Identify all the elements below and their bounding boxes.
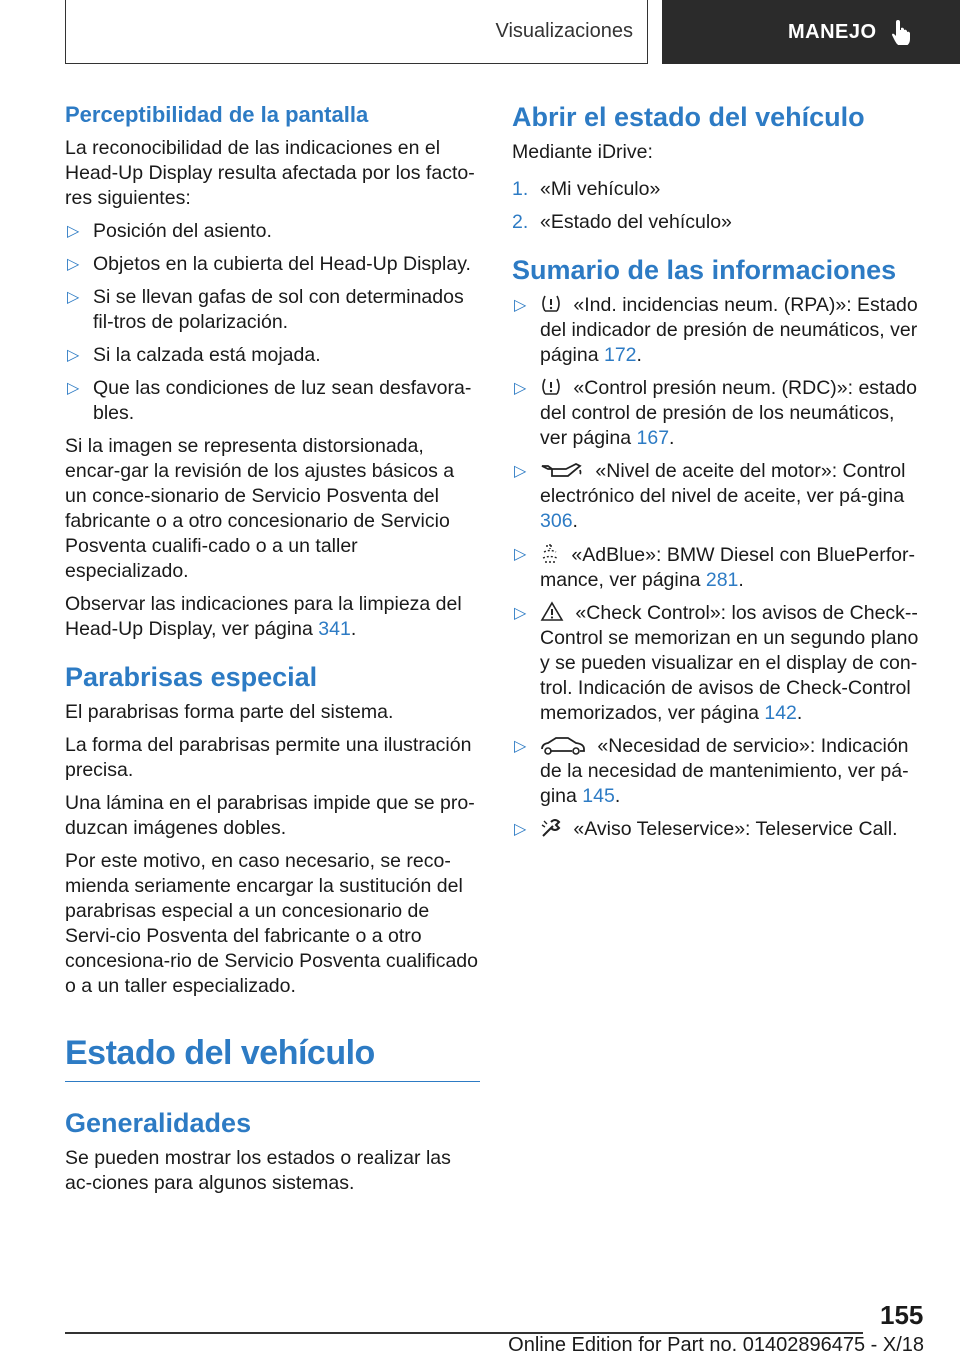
page-link[interactable]: 172 — [603, 344, 637, 366]
bullet-triangle-icon: ▷ — [514, 380, 527, 397]
heading-parabrisas: Parabrisas especial — [65, 662, 318, 692]
list-item: ▷ Si la calzada está mojada. — [67, 344, 321, 366]
list-item: ▷ Que las condiciones de luz sean desfavora-bles. — [67, 377, 472, 424]
chapter-title: MANEJO — [788, 20, 877, 43]
page-link[interactable]: 306 — [540, 510, 573, 532]
page-link[interactable]: 341 — [318, 618, 351, 640]
header-chapter-tab — [662, 0, 960, 64]
bullet-triangle-icon: ▷ — [514, 738, 527, 755]
bullet-triangle-icon: ▷ — [67, 223, 80, 240]
warning-triangle-icon — [540, 601, 564, 622]
wrench-icon — [540, 818, 562, 838]
heading-estado-wrap — [65, 1031, 480, 1082]
page-link[interactable]: 167 — [636, 427, 670, 449]
list-item: ▷ Posición del asiento. — [67, 220, 272, 242]
adblue-icon — [540, 542, 560, 564]
list-item: ▷ «AdBlue»: BMW Diesel con BluePerfor-mance, ver página 281. — [514, 544, 915, 591]
bullet-triangle-icon: ▷ — [67, 347, 80, 364]
bullet-triangle-icon: ▷ — [514, 546, 527, 563]
page-link[interactable]: 145 — [582, 785, 615, 807]
bullet-triangle-icon: ▷ — [67, 289, 80, 306]
bullet-triangle-icon: ▷ — [67, 380, 80, 397]
section-title: Visualizaciones — [495, 20, 633, 42]
paragraph: El parabrisas forma parte del sistema. — [65, 701, 394, 723]
paragraph-intro: La reconocibilidad de las indicaciones en el Head-Up Display resulta afectada por los facto-res siguientes: — [65, 137, 475, 209]
paragraph-idrive: Mediante iDrive: — [512, 141, 653, 163]
factor-list — [65, 219, 480, 426]
step-list — [512, 177, 924, 235]
info-list — [512, 293, 924, 842]
list-item: ▷ «Control presión neum. (RDC)»: estado del control de presión de los neumáticos, ver página 167. — [514, 377, 917, 449]
heading-sumario: Sumario de las informaciones — [512, 255, 897, 285]
heading-generalidades: Generalidades — [65, 1108, 252, 1138]
tire-pressure-warning-icon — [540, 294, 562, 314]
bullet-triangle-icon: ▷ — [514, 297, 527, 314]
paragraph: La forma del parabrisas permite una ilustración precisa. — [65, 734, 472, 781]
paragraph: Por este motivo, en caso necesario, se reco-mienda seriamente encargar la sustitución del parabrisas especial a un concesionario de Servi-cio Posventa del fabricante o a otro concesiona-rio de Servicio Posventa cualificado o a un taller especializado. — [65, 850, 478, 997]
oil-can-icon — [540, 460, 584, 480]
right-column — [512, 100, 924, 850]
paragraph: Una lámina en el parabrisas impide que se pro-duzcan imágenes dobles. — [65, 792, 475, 839]
list-item: ▷ «Aviso Teleservice»: Teleservice Call. — [514, 818, 898, 840]
heading-perceptibilidad: Perceptibilidad de la pantalla — [65, 102, 369, 127]
left-column — [65, 100, 480, 1204]
bullet-triangle-icon: ▷ — [67, 256, 80, 273]
heading-estado-vehiculo: Estado del vehículo — [65, 1034, 375, 1072]
header-section-tab — [65, 0, 648, 64]
paragraph-cleaning: Observar las indicaciones para la limpieza del Head-Up Display, ver página 341. — [65, 593, 462, 640]
list-item: ▷ «Necesidad de servicio»: Indicación de la necesidad de mantenimiento, ver pá-gina 145. — [514, 735, 909, 807]
bullet-triangle-icon: ▷ — [514, 605, 527, 622]
list-item: ▷ Si se llevan gafas de sol con determinados fil-tros de polarización. — [67, 286, 464, 333]
list-item: ▷ Objetos en la cubierta del Head-Up Display. — [67, 253, 471, 275]
paragraph: Se pueden mostrar los estados o realizar las ac-ciones para algunos sistemas. — [65, 1147, 451, 1194]
bullet-triangle-icon: ▷ — [514, 821, 527, 838]
list-item: ▷ «Ind. incidencias neum. (RPA)»: Estado del indicador de presión de neumáticos, ver página 172. — [514, 294, 918, 366]
page-link[interactable]: 281 — [705, 569, 739, 591]
page-number: 155 — [880, 1300, 924, 1330]
tire-pressure-warning-icon — [540, 377, 562, 397]
list-item: 2. «Estado del vehículo» — [512, 211, 732, 233]
footer-edition: Online Edition for Part no. 01402896475 - X/18 — [508, 1334, 924, 1356]
heading-abrir-estado: Abrir el estado del vehículo — [512, 102, 865, 132]
page-link[interactable]: 142 — [764, 702, 797, 724]
bullet-triangle-icon: ▷ — [514, 463, 527, 480]
list-item: ▷ «Nivel de aceite del motor»: Control electrónico del nivel de aceite, ver pá-gina 306. — [514, 460, 906, 532]
paragraph-distortion: Si la imagen se representa distorsionada, encar-gar la revisión de los ajustes básicos a un conce-sionario de Servicio Posventa del fabricante o a otro concesionario de Servicio Posventa cualifi-cado o a un taller especializado. — [65, 435, 455, 582]
list-item: 1. «Mi vehículo» — [512, 178, 661, 200]
list-item: ▷ «Check Control»: los avisos de Check--Control se memorizan en un segundo plano y se pueden visualizar en el display de con-trol. Indicación de avisos de Check-Control memorizados, ver página 142. — [514, 602, 919, 724]
service-car-icon — [540, 735, 586, 755]
hand-pointer-icon — [891, 19, 913, 45]
